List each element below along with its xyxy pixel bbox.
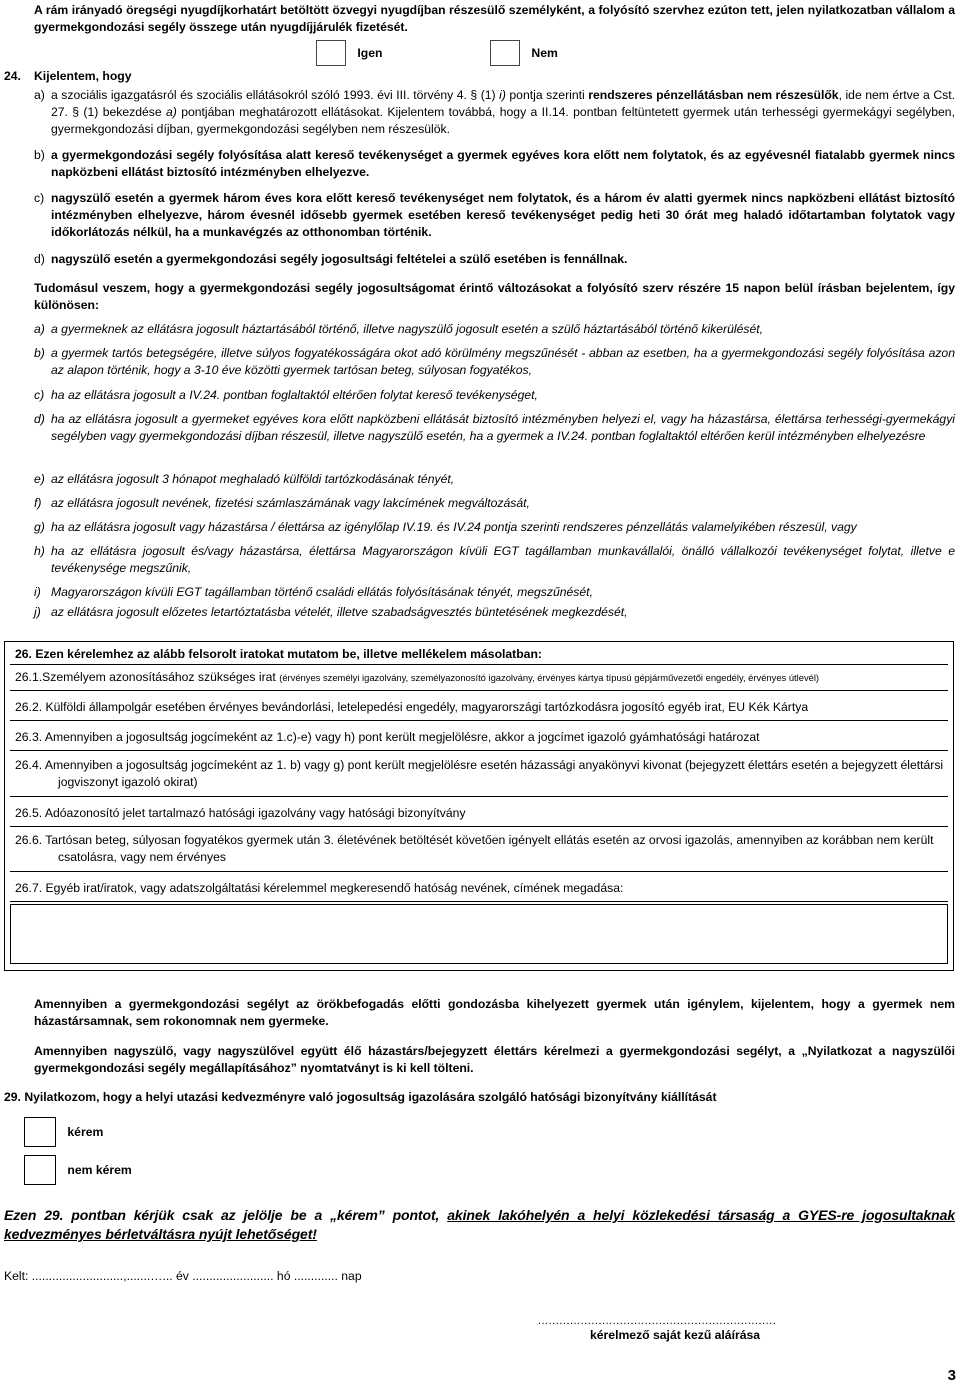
igen-checkbox[interactable] — [316, 40, 346, 66]
nem-kerem-checkbox[interactable] — [24, 1155, 56, 1185]
date-line[interactable]: Kelt: ...........................,.......…... év ........................ hó ............. nap — [4, 1269, 362, 1283]
section-28: Amennyiben nagyszülő, vagy nagyszülővel együtt élő házastárs/bejegyzett élettárs kérelmezi a gyermekgondozási segélyt, a „Nyilatkozat a nagyszülői gyermekgondozási segély megállapításához” nyomtatványt is ki kell tölteni. — [34, 1044, 955, 1075]
attachment-26-6: 26.6. Tartósan beteg, súlyosan fogyatékos gyermek után 3. életévének betöltését követően igényelt ellátás esetén az orvosi igazolás, amennyiben az korábban nem került csatolásra, vagy nem érvényes — [15, 833, 934, 864]
kerem-option: kérem — [24, 1117, 103, 1147]
section-24-d: d) nagyszülő esetén a gyermekgondozási segély jogosultsági feltételei a szülő esetében is fennállnak. — [34, 252, 628, 266]
attachment-26-2: 26.2. Külföldi állampolgár esetében érvényes bevándorlási, letelepedési engedély, magyarországi tartózkodásra jogosító egyéb irat, EU Kék Kártya — [15, 700, 809, 714]
attachment-26-3: 26.3. Amennyiben a jogosultság jogcímeként az 1.c)-e) vagy h) pont került megjelölésre, akkor a jogcímet igazoló gyámhatósági határozat — [15, 730, 760, 744]
s25-item-h: h) ha az ellátásra jogosult és/vagy házastársa, élettársa Magyarországon kívüli EGT tagállamban munkavállalói, önálló vállalkozói tevékenységet folytat, illetve e tevékenysége megszűnik, — [34, 544, 955, 575]
signature-label: kérelmező saját kezű aláírása — [590, 1328, 761, 1342]
s25-item-i: i) Magyarországon kívüli EGT tagállamban történő családi ellátás folyósításának tényét, megszűnését, — [34, 585, 593, 599]
section-24-title: 24. Kijelentem, hogy — [4, 69, 132, 83]
section-29: 29. Nyilatkozom, hogy a helyi utazási kedvezményre való jogosultság igazolására szolgáló hatósági bizonyítvány kiállítását — [4, 1090, 717, 1104]
section-24-c: c) nagyszülő esetén a gyermek három éves kora előtt kereső tevékenységet nem folytatok, és a három év alatti gyermek nincs napközbeni ellátást biztosító intézményben elhelyezve, három évesnél idősebb gyermek esetében kereső tevékenységet pedig heti 30 órát meg haladó időtartamban folytatok vagy időkorlátozás nélkül, ha a munkavégzés az otthonomban történik. — [34, 191, 955, 239]
attachment-26-7: 26.7. Egyéb irat/iratok, vagy adatszolgáltatási kérelemmel megkeresendő hatóság nevének, címének megadása: — [15, 881, 624, 895]
s25-item-j: j) az ellátásra jogosult előzetes letartóztatásba vételét, illetve szabadságvesztés büntetésének megkezdését, — [34, 605, 628, 619]
s25-item-d: d) ha az ellátásra jogosult a gyermeket egyéves kora előtt napközbeni ellátását biztosító intézményben helyezi el, vagy ha házastársa, élettársa terhességi-gyermekágyi segélyben vagy gyermekgondozási díjban részesül, illetve nagyszülő esetén, ha a gyermek a IV.24. pontban foglaltaktól eltérően kerül intézményben elhelyezésre — [34, 412, 955, 443]
page-number: 3 — [947, 1367, 956, 1384]
attachment-26-1: 26.1.Személyem azonosításához szükséges irat (érvényes személyi igazolvány, személyazonosító igazolvány, érvényes kártya típusú gépjárművezetői engedély, érvényes útlevél) — [15, 670, 820, 684]
nem-option: Nem — [490, 40, 558, 66]
row-divider — [10, 796, 948, 797]
signature-line[interactable]: ................................................................... — [538, 1315, 777, 1327]
section-23: A rám irányadó öregségi nyugdíjkorhatárt betöltött özvegyi nyugdíjban részesülő személyként, a folyósító szervhez ezúton tett, jelen nyilatkozatban vállalom a gyermekgondozási segély összege után nyugdíjjárulék fizetését. — [34, 3, 955, 34]
row-divider — [10, 690, 948, 691]
attachments-box — [4, 641, 954, 971]
other-documents-field[interactable] — [10, 904, 948, 964]
row-divider — [10, 901, 948, 902]
section-27: Amennyiben a gyermekgondozási segélyt az örökbefogadás előtti gondozásba kihelyezett gyermek után igénylem, kijelentem, hogy a gyermek nem házastársamnak, sem rokonomnak nem gyermeke. — [34, 997, 955, 1028]
kerem-checkbox[interactable] — [24, 1117, 56, 1147]
nem-checkbox[interactable] — [490, 40, 520, 66]
nem-kerem-option: nem kérem — [24, 1155, 132, 1185]
s25-item-e: e) az ellátásra jogosult 3 hónapot meghaladó külföldi tartózkodásának tényét, — [34, 472, 455, 486]
section-29-note: Ezen 29. pontban kérjük csak az jelölje be a „kérem” pontot, akinek lakóhelyén a helyi közlekedési társaság a GYES-re jogosultaknak kedvezményes bérletváltásra nyújt lehetőséget! — [4, 1207, 956, 1242]
attachment-26-5: 26.5. Adóazonosító jelet tartalmazó hatósági igazolvány vagy hatósági bizonyítvány — [15, 806, 466, 820]
attachments-title: 26. Ezen kérelemhez az alább felsorolt iratokat mutatom be, illetve mellékelem másolatban: — [15, 647, 542, 661]
s25-item-g: g) ha az ellátásra jogosult vagy házastársa / élettársa az igénylőlap IV.19. és IV.24 pontja szerinti rendszeres pénzellátás valamelyikében részesül, vagy — [34, 520, 857, 534]
s25-item-a: a) a gyermeknek az ellátásra jogosult háztartásából történő, illetve nagyszülő jogosult esetén a szülő háztartásából történő kikerülését, — [34, 322, 764, 336]
s25-item-b: b) a gyermek tartós betegségére, illetve súlyos fogyatékosságára okot adó körülmény megszűnését - abban az esetben, ha a gyermekgondozási segély folyósítása azon az alapon történik, hogy a 3-10 éve közötti gyermek tartósan beteg, súlyosan fogyatékos, — [34, 346, 955, 377]
row-divider — [10, 664, 948, 665]
row-divider — [10, 826, 948, 827]
row-divider — [10, 750, 948, 751]
attachment-26-4: 26.4. Amennyiben a jogosultság jogcímeként az 1. b) vagy g) pont került megjelölésre esetén házassági anyakönyvi kivonat (bejegyzett élettárs esetén a bejegyzett élettársi jogviszonyt igazoló okirat) — [15, 758, 944, 789]
s25-item-c: c) ha az ellátásra jogosult a IV.24. pontban foglaltaktól eltérően folytat kereső tevékenységet, — [34, 388, 538, 402]
section-24-b: b) a gyermekgondozási segély folyósítása alatt kereső tevékenységet a gyermek egyéves kora előtt nem folytatok, és az egyévesnél fiatalabb gyermek nincs napközbeni ellátást biztosító intézményben elhelyezve. — [34, 148, 955, 179]
row-divider — [10, 720, 948, 721]
s25-item-f: f) az ellátásra jogosult nevének, fizetési számlaszámának vagy lakcímének megváltozását, — [34, 496, 530, 510]
section-24-a: a) a szociális igazgatásról és szociális ellátásokról szóló 1993. évi III. törvény 4. § (1) i) pontja szerinti rendszeres pénzellátásban nem részesülők, ide nem értve a Cst. 27. § (1) bekezdése a) pontjában meghatározott ellátásokat. Kijelentem továbbá, hogy a II.14. pontban feltüntetett gyermek után terhességi gyermekágyi segélyben, gyermekgondozási díjban, gyermekgondozási segélyben nem részesülök. — [34, 88, 956, 136]
igen-option: Igen — [316, 40, 382, 66]
row-divider — [10, 871, 948, 872]
section-25: Tudomásul veszem, hogy a gyermekgondozási segély jogosultságomat érintő változásokat a folyósító szerv részére 15 napon belül írásban bejelentem, így különösen: — [34, 281, 955, 312]
